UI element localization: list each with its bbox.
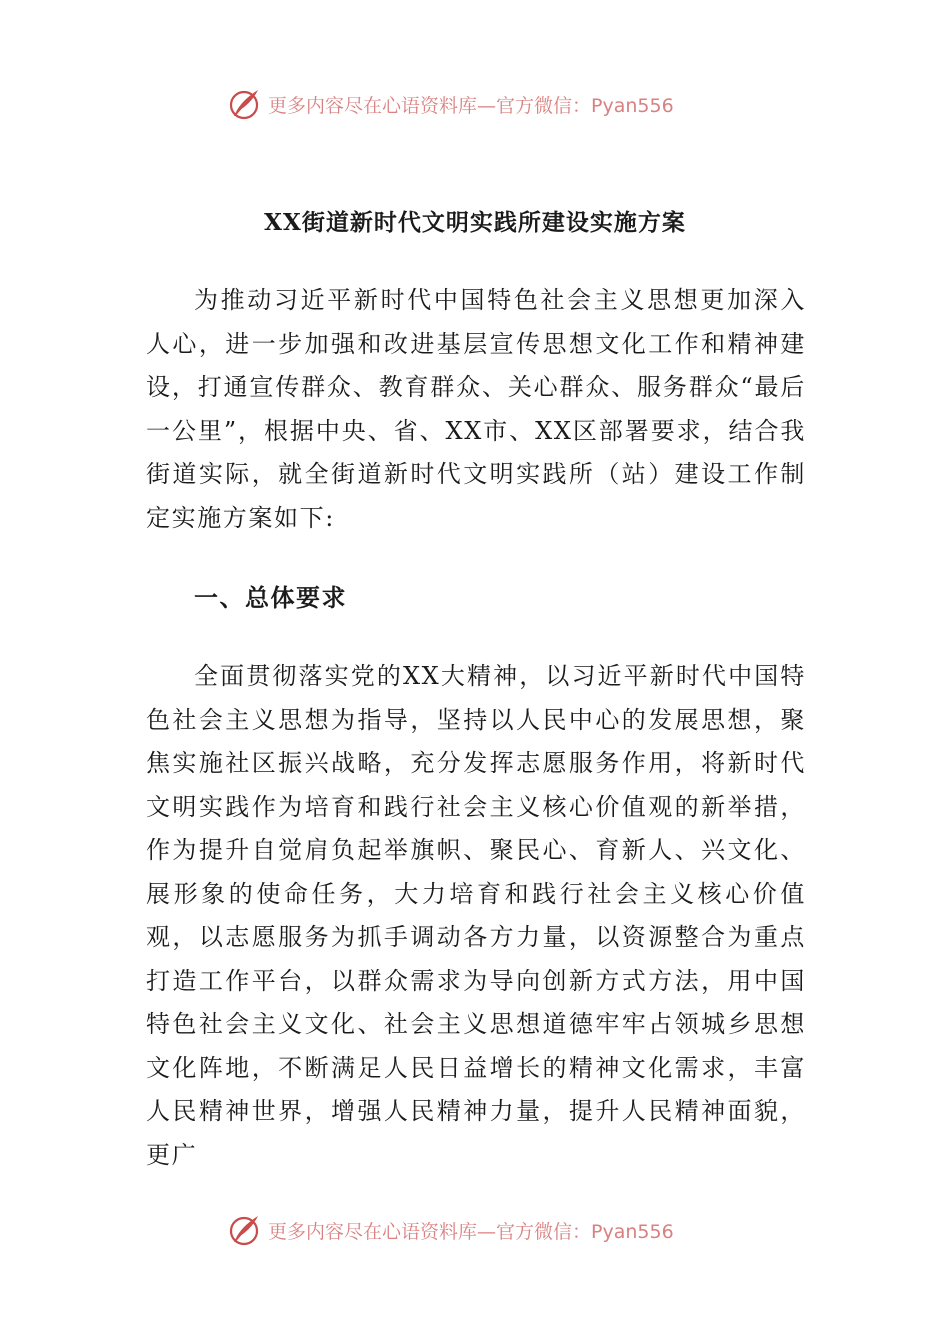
quill-logo-icon (228, 86, 264, 122)
document-title: XX街道新时代文明实践所建设实施方案 (264, 209, 686, 236)
section-paragraph: 全面贯彻落实党的XX大精神，以习近平新时代中国特色社会主义思想为指导，坚持以人民中心的发展思想，聚焦实施社区振兴战略，充分发挥志愿服务作用，将新时代文明实践作为培育和践行社会主义核心价值观的新举措，作为提升自觉肩负起举旗帜、聚民心、育新人、兴文化、展形象的使命任务，大力培育和践行社会主义核心价值观，以志愿服务为抓手调动各方力量，以资源整合为重点打造工作平台，以群众需求为导向创新方式方法，用中国特色社会主义文化、社会主义思想道德牢牢占领城乡思想文化阵地，不断满足人民日益增长的精神文化需求，丰富人民精神世界，增强人民精神力量，提升人民精神面貌，更广 (146, 662, 806, 1169)
header-watermark (228, 84, 748, 124)
intro-paragraph: 为推动习近平新时代中国特色社会主义思想更加深入人心，进一步加强和改进基层宣传思想文化工作和精神建设，打通宣传群众、教育群众、关心群众、服务群众“最后一公里”，根据中央、省、XX市、XX区部署要求，结合我街道实际，就全街道新时代文明实践所（站）建设工作制定实施方案如下: (146, 286, 806, 532)
section-heading: 一、总体要求 (194, 583, 347, 612)
watermark-contact: 官方微信：Pyan556 (496, 94, 674, 117)
quill-logo-icon (228, 1212, 264, 1248)
footer-watermark (228, 1210, 748, 1250)
watermark-slogan: 更多内容尽在心语资料库— (268, 1220, 497, 1243)
watermark-contact: 官方微信：Pyan556 (496, 1220, 674, 1243)
watermark-slogan: 更多内容尽在心语资料库— (268, 94, 497, 117)
